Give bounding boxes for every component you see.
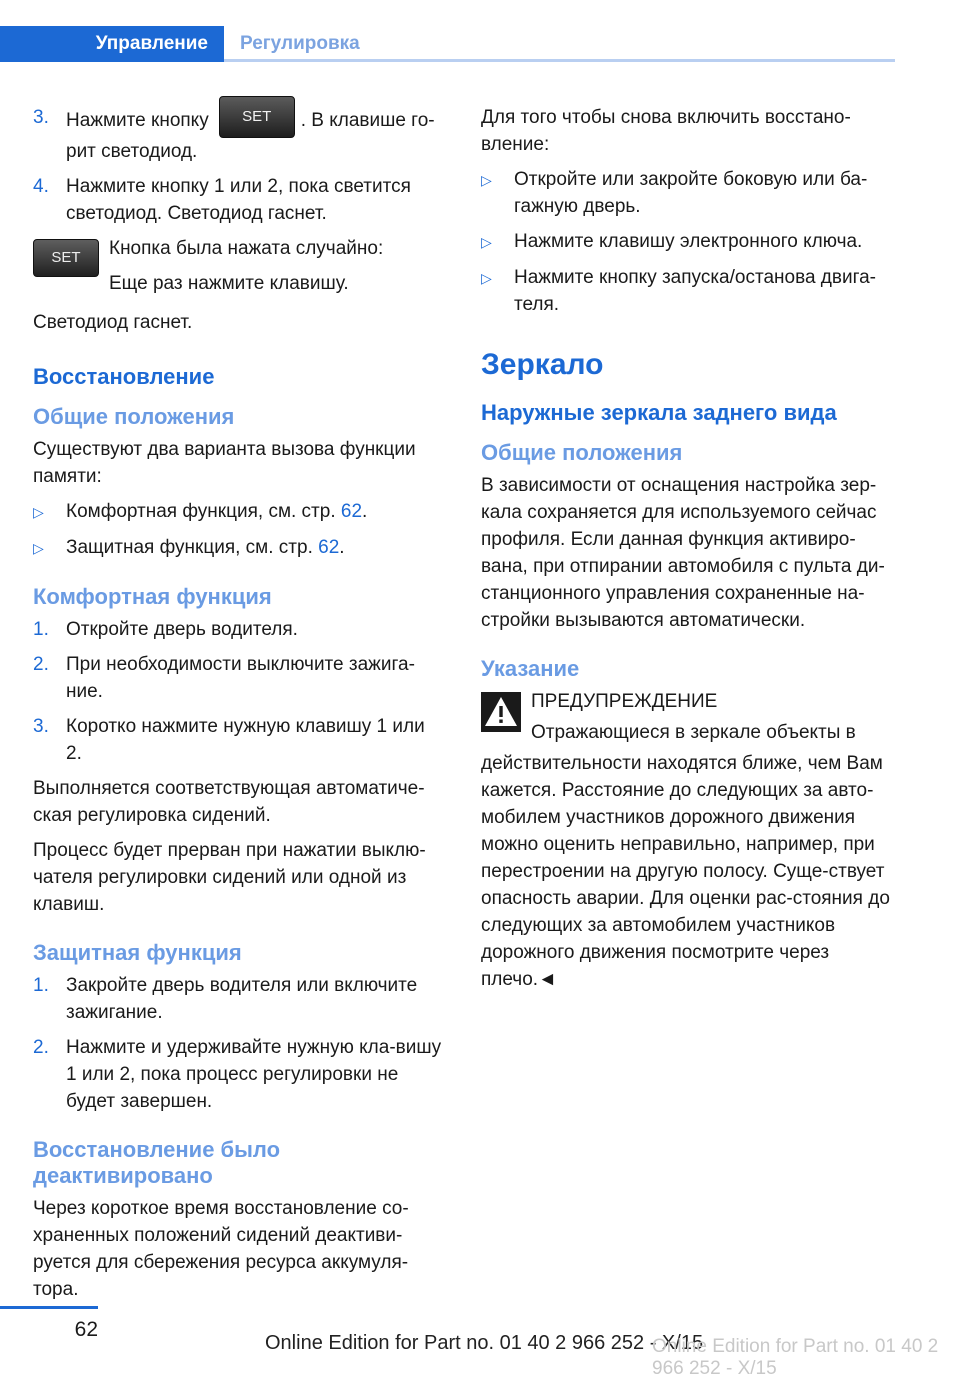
header-divider: [224, 59, 895, 62]
tab-adjustment-label: Регулировка: [240, 33, 360, 54]
triangle-bullet-icon: ▷: [481, 270, 492, 286]
step-number: 3.: [33, 107, 49, 128]
paragraph: Через короткое время восстановление со-храненных положений сидений деактиви-руется для сбережения ресурса аккумуля-тора.: [33, 1198, 409, 1300]
list-item: ▷ Защитная функция, см. стр. 62.: [33, 534, 443, 562]
note-block: [33, 235, 443, 305]
left-column: [33, 104, 443, 1311]
triangle-bullet-icon: ▷: [481, 234, 492, 250]
paragraph: Выполняется соответствующая автоматиче-ская регулировка сидений.: [33, 778, 425, 826]
paragraph: В зависимости от оснащения настройка зер-кала сохраняется для используемого сейчас профиля. Если данная функция активиро-вана, при отпирании автомобиля с пульта ди-станционного управления сохраненные на-стройки вызываются автоматически.: [481, 475, 885, 631]
paragraph: Для того чтобы снова включить восстано-вление:: [481, 107, 851, 155]
list-item: 2. При необходимости выключите зажига-ние.: [33, 654, 415, 702]
warning-block: [481, 688, 895, 746]
tab-controls[interactable]: [0, 26, 224, 62]
right-column: [481, 104, 895, 1001]
warning-text: действительности находятся ближе, чем Вам кажется. Расстояние до следующих за авто-мобилем участников дорожного движения можно оценить неправильно, например, при перестроении на другую полосу. Суще-ствует опасность аварии. Для оценки рас-стояния до следующих за автомобилем участников дорожного движения посмотрите через плечо.◄: [481, 753, 890, 990]
note-line: Еще раз нажмите клавишу.: [109, 273, 349, 294]
page-link[interactable]: 62: [318, 537, 340, 558]
tab-adjustment[interactable]: [240, 26, 360, 62]
page-number: 62: [74, 1318, 98, 1341]
list-item: ▷ Нажмите кнопку запуска/останова двига-теля.: [481, 264, 895, 318]
list-item: [33, 104, 443, 165]
heading-mirror: Зеркало: [481, 348, 604, 381]
list-item: 2. Нажмите и удерживайте нужную кла-вишу 1 или 2, пока процесс регулировки не будет завершен.: [33, 1037, 442, 1112]
header-tabs: [0, 26, 895, 62]
list-item: ▷ Откройте или закройте боковую или ба-гажную дверь.: [481, 166, 895, 220]
footer-edition: Online Edition for Part no. 01 40 2 966 252 - X/15: [265, 1332, 704, 1354]
list-item: 1. Откройте дверь водителя.: [33, 619, 298, 640]
tab-controls-label: Управление: [95, 33, 208, 54]
heading-outside-mirrors: Наружные зеркала заднего вида: [481, 400, 837, 425]
set-button-icon: SET: [33, 239, 99, 277]
warning-title: ПРЕДУПРЕЖДЕНИЕ: [531, 691, 718, 712]
list-item: ▷ Комфортная функция, см. стр. 62.: [33, 498, 443, 526]
heading-note: Указание: [481, 656, 580, 681]
heading-protect: Защитная функция: [33, 940, 242, 965]
heading-general: Общие положения: [33, 404, 235, 429]
triangle-bullet-icon: ▷: [481, 172, 492, 188]
triangle-bullet-icon: ▷: [33, 540, 44, 556]
list-item: 3. Коротко нажмите нужную клавишу 1 или 2.: [33, 716, 425, 764]
paragraph: Процесс будет прерван при нажатии выклю-чателя регулировки сидений или одной из клавиш.: [33, 840, 426, 915]
note-line: Кнопка была нажата случайно:: [109, 238, 384, 259]
step-text: Нажмите кнопку 1 или 2, пока светится светодиод. Светодиод гаснет.: [66, 176, 411, 224]
warning-icon: [481, 692, 521, 732]
heading-comfort: Комфортная функция: [33, 584, 272, 609]
page-link[interactable]: 62: [340, 501, 363, 522]
list-item: 1. Закройте дверь водителя или включите зажигание.: [33, 975, 418, 1023]
warning-text: Отражающиеся в зеркале объекты в: [531, 722, 856, 743]
page-number-divider: [0, 1306, 98, 1309]
paragraph: Существуют два варианта вызова функции памяти:: [33, 439, 416, 487]
heading-restore: Восстановление: [33, 364, 215, 389]
step-text: Нажмите кнопку SET . В клавише го-рит светодиод.: [66, 104, 443, 165]
list-item: ▷ Нажмите клавишу электронного ключа.: [481, 228, 895, 256]
step-number: 4.: [33, 176, 49, 197]
watermark: Online Edition for Part no. 01 40 2 966 252 - X/15: [652, 1336, 939, 1379]
heading-general: Общие положения: [481, 440, 683, 465]
list-item: [33, 173, 443, 227]
set-button-icon: SET: [219, 96, 295, 138]
heading-deactivated: Восстановление было деактивировано: [33, 1137, 281, 1188]
paragraph: Светодиод гаснет.: [33, 312, 193, 333]
triangle-bullet-icon: ▷: [33, 504, 44, 520]
